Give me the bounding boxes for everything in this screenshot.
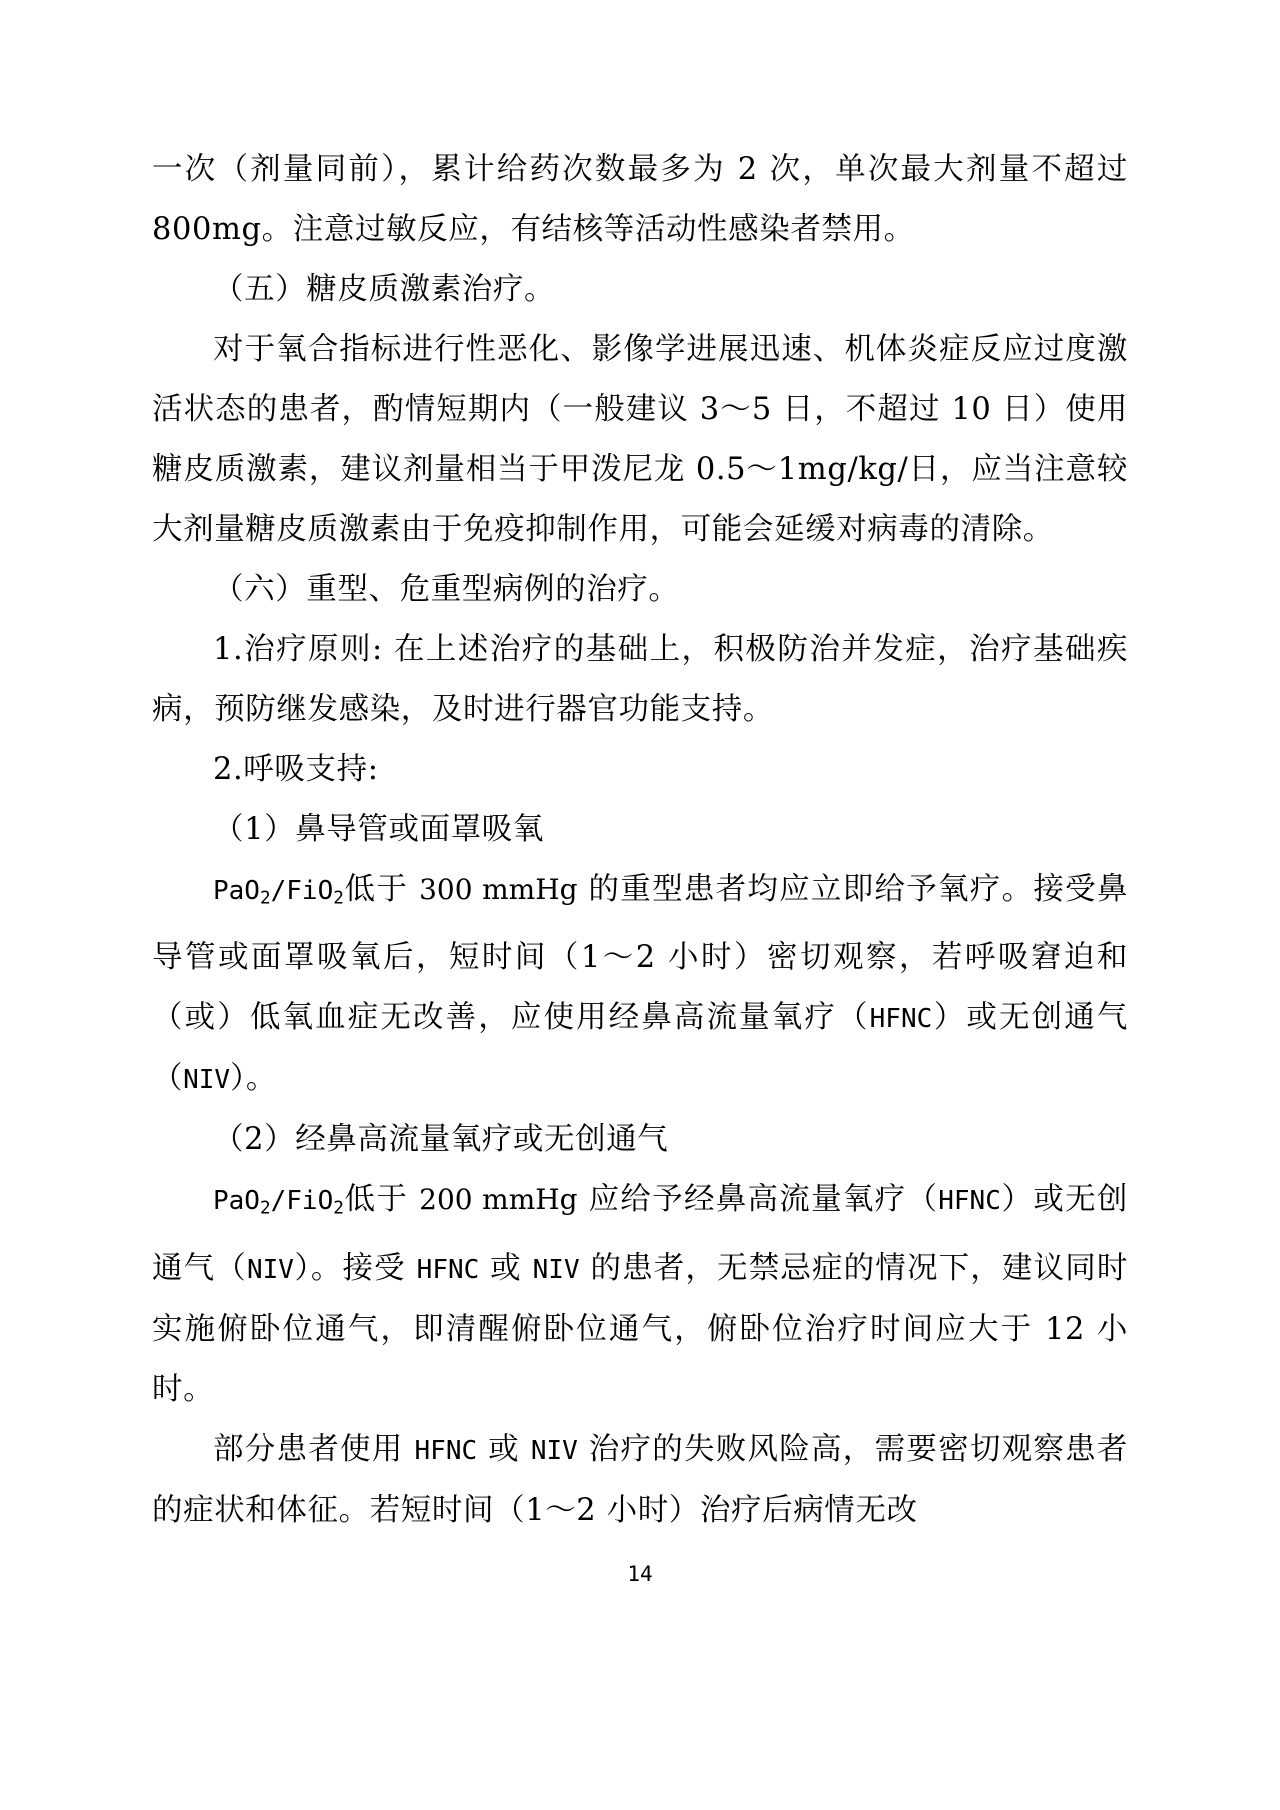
paragraph-hfnc-niv: PaO$_2$/FiO$_2$低于 200 mmHg 应给予经鼻高流量氧疗（HFNC）或无创通气（NIV）。接受 HFNC 或 NIV 的患者，无禁忌症的情况下，建议同时实施俯卧位通气，即清醒俯卧位通气，俯卧位治疗时间应大于 12 小时。 — [152, 1182, 1129, 1407]
paragraph: 对于氧合指标进行性恶化、影像学进展迅速、机体炎症反应过度激活状态的患者，酌情短期内（一般建议 3～5 日，不超过 10 日）使用糖皮质激素，建议剂量相当于甲泼尼龙 0.5～1mg/kg/日，应当注意较大剂量糖皮质激素由于免疫抑制作用，可能会延缓对病毒的清除。 — [152, 332, 1128, 547]
document-body — [152, 140, 1128, 1541]
paragraph: 一次（剂量同前），累计给药次数最多为 2 次，单次最大剂量不超过 800mg。注意过敏反应，有结核等活动性感染者禁用。 — [152, 152, 1128, 247]
paragraph-oxygen-therapy: PaO$_2$/FiO$_2$低于 300 mmHg 的重型患者均应立即给予氧疗。接受鼻导管或面罩吸氧后，短时间（1～2 小时）密切观察，若呼吸窘迫和（或）低氧血症无改善，应使用经鼻高流量氧疗（HFNC）或无创通气（NIV）。 — [152, 872, 1128, 1097]
section-heading-six: （六）重型、危重型病例的治疗。 — [213, 572, 680, 607]
section-heading-five: （五）糖皮质激素治疗。 — [213, 272, 556, 307]
paragraph-item-1: （1）鼻导管或面罩吸氧 — [213, 812, 545, 847]
paragraph-treatment-principles: 1.治疗原则: 在上述治疗的基础上，积极防治并发症，治疗基础疾病，预防继发感染，及时进行器官功能支持。 — [152, 632, 1128, 727]
paragraph-item-2: （2）经鼻高流量氧疗或无创通气 — [213, 1122, 669, 1158]
paragraph-failure-risk: 部分患者使用 HFNC 或 NIV 治疗的失败风险高，需要密切观察患者的症状和体征。若短时间（1～2 小时）治疗后病情无改 — [152, 1431, 1128, 1528]
page-number: 14 — [627, 1562, 653, 1586]
paragraph-respiratory-support: 2.呼吸支持: — [213, 752, 379, 787]
